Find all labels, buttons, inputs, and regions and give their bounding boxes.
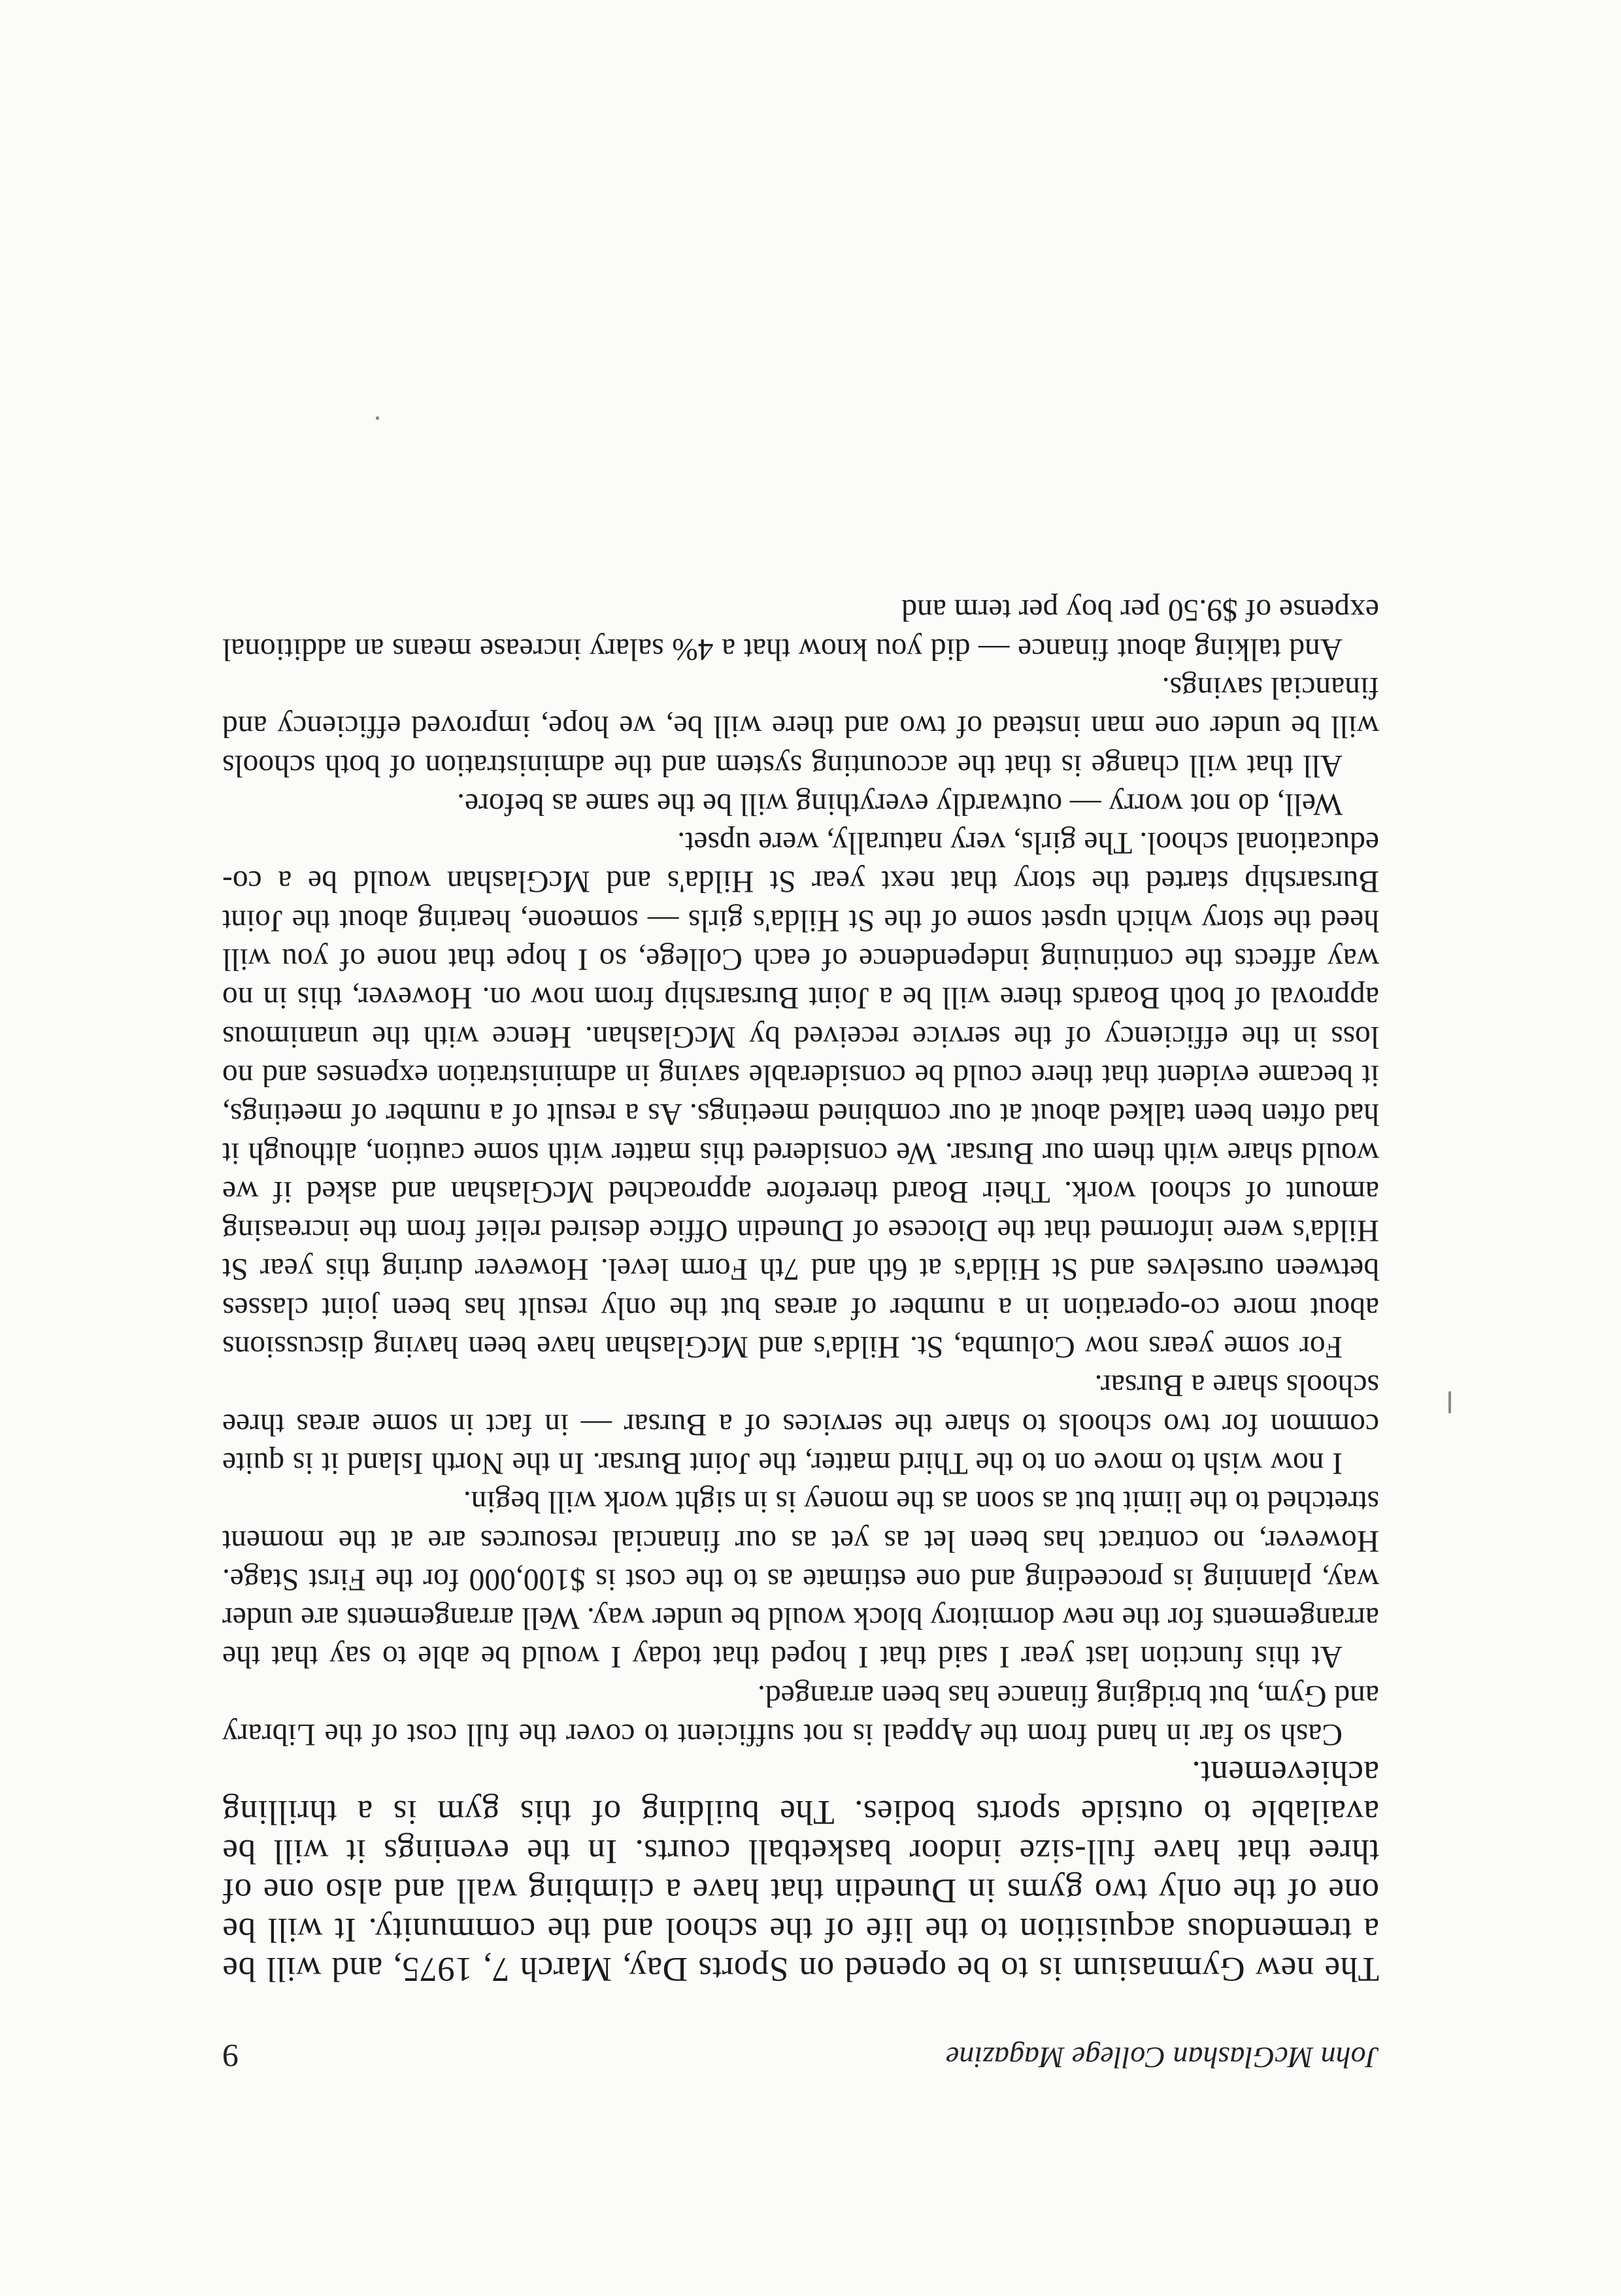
article-body [222,590,1379,1989]
scan-speck [376,416,379,420]
paragraph-do-not-worry: Well, do not worry — outwardly everything will be the same as before. [457,786,1343,821]
paragraph-accounting: All that will change is that the accounting system and the administration of both schools will be under one man instead of two and there will be, we hope, improved efficiency and financial savings. [222,670,1379,783]
paragraph-joint-bursar-intro: I now wish to move on to the Third matter, the Joint Bursar. In the North Island it is quite common for two schools to share the services of a Bursar — in fact in some areas three schools share a Bursar. [222,1368,1379,1480]
magazine-title: John McGlashan College Magazine [945,2041,1379,2074]
running-header [222,2036,1379,2075]
paragraph-dormitory: At this function last year I said that I hoped that today I would be able to say that the arrangements for the new dormitory block would be under way. Well arrangements are under way, planning is proceeding and one estimate as to the cost is $100,000 for the First Stage. However, no contract has been let as yet as our financial resources are at the moment stretched to the limit but as soon as the money is in sight work will begin. [222,1485,1379,1674]
paragraph-appeal-cash: Cash so far in hand from the Appeal is not sufficient to cover the full cost of the Library and Gym, but bridging finance has been arranged. [222,1678,1379,1751]
page-number: 9 [222,2038,239,2074]
paragraph-finance: And talking about finance — did you know that a 4% salary increase means an additional expense of $9.50 per boy per term and [222,593,1379,666]
paragraph-gymnasium: The new Gymnasium is to be opened on Sports Day, March 7, 1975, and will be a tremendous acquisition to the life of the school and the community. It will be one of the only two gyms in Dunedin that have a climbing wall and also one of three that have full-size indoor basketball courts. In the evenings it will be available to outside sports bodies. The building of this gym is a thrilling achievement. [222,1754,1379,1988]
scan-speck [1448,1391,1451,1413]
paragraph-cooperation: For some years now Columba, St. Hilda's and McGlashan have been having discussions about more co-operation in a number of areas but the only result has been joint classes between ourselves and St Hilda's at 6th and 7th Form level. However during this year St Hilda's were informed that the Diocese of Dunedin Office desired relief from the increasing amount of school work. Their Board therefore approached McGlashan and asked if we would share with them our Bursar. We considered this matter with some caution, although it had often been talked about at our combined meetings. As a result of a number of meetings, it became evident that there could be considerable saving in administration expenses and no loss in the efficiency of the service received by McGlashan. Hence with the unanimous approval of both Boards there will be a Joint Bursarship from now on. However, this in no way affects the continuing independence of each College, so I hope that none of you will heed the story which upset some of the St Hilda's girls — someone, hearing about the Joint Bursarship started the story that next year St Hilda's and McGlashan would be a co-educational school. The girls, very naturally, were upset. [222,826,1379,1364]
